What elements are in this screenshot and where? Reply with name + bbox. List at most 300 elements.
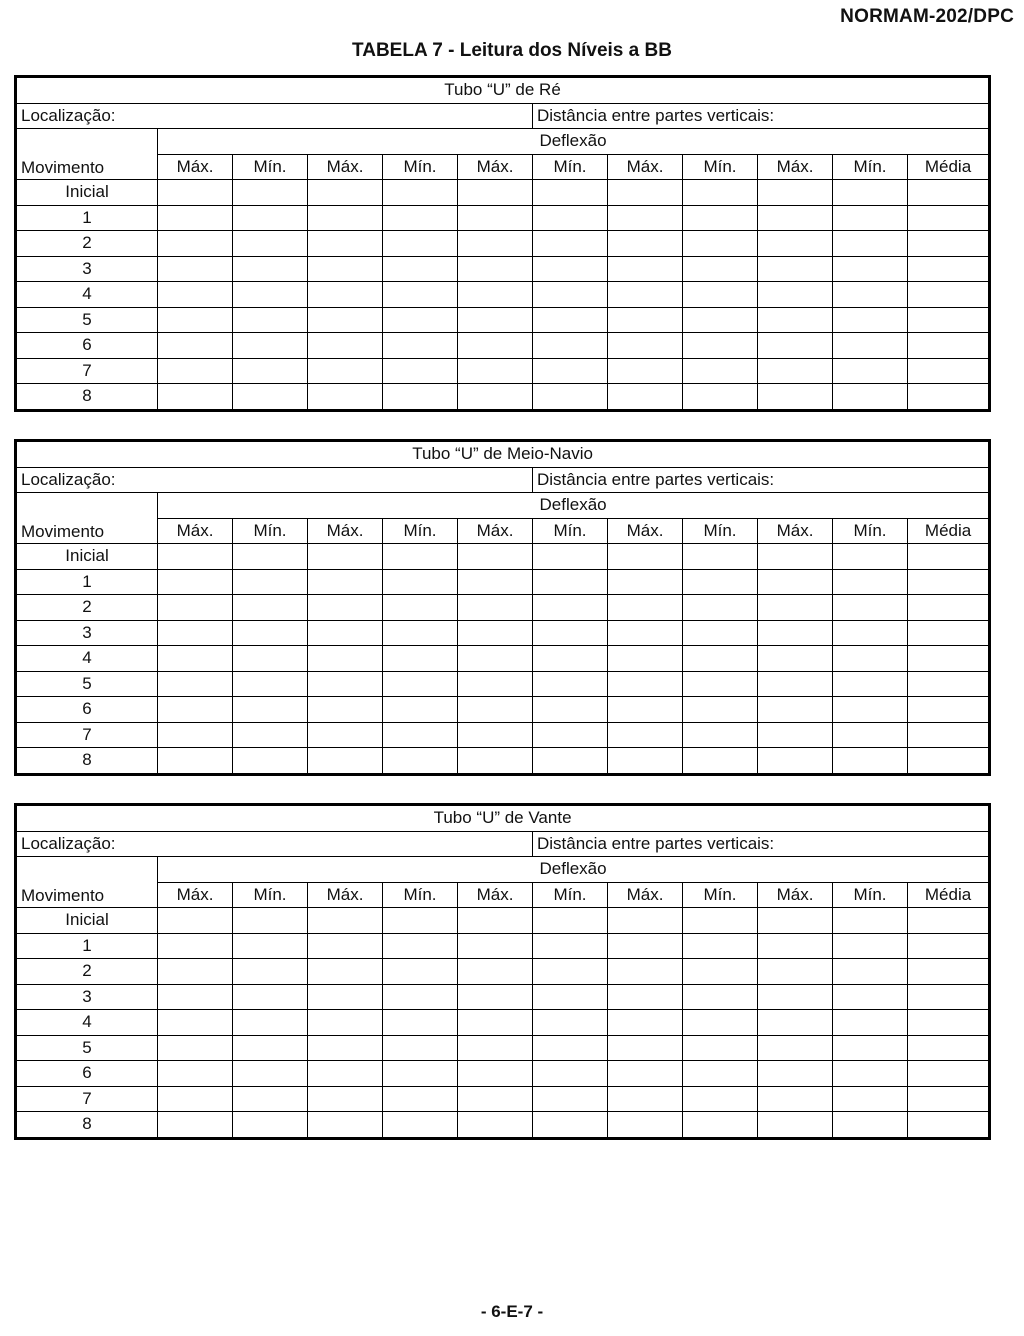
data-cell[interactable]	[758, 569, 833, 595]
data-cell[interactable]	[683, 1010, 758, 1036]
data-cell[interactable]	[833, 205, 908, 231]
data-cell[interactable]	[908, 1010, 990, 1036]
data-cell[interactable]	[908, 908, 990, 934]
data-cell[interactable]	[308, 384, 383, 411]
data-cell[interactable]	[233, 908, 308, 934]
data-cell[interactable]	[158, 748, 233, 775]
data-cell[interactable]	[833, 231, 908, 257]
data-cell[interactable]	[608, 671, 683, 697]
data-cell[interactable]	[233, 1010, 308, 1036]
data-cell[interactable]	[458, 358, 533, 384]
data-cell[interactable]	[908, 231, 990, 257]
data-cell[interactable]	[833, 959, 908, 985]
data-cell[interactable]	[908, 180, 990, 206]
data-cell[interactable]	[608, 333, 683, 359]
data-cell[interactable]	[158, 282, 233, 308]
data-cell[interactable]	[533, 205, 608, 231]
data-cell[interactable]	[233, 384, 308, 411]
data-cell[interactable]	[158, 1035, 233, 1061]
data-cell[interactable]	[158, 205, 233, 231]
data-cell[interactable]	[833, 569, 908, 595]
data-cell[interactable]	[533, 1086, 608, 1112]
data-cell[interactable]	[233, 205, 308, 231]
data-cell[interactable]	[308, 1086, 383, 1112]
data-cell[interactable]	[533, 748, 608, 775]
data-cell[interactable]	[833, 748, 908, 775]
data-cell[interactable]	[308, 933, 383, 959]
data-cell[interactable]	[908, 1112, 990, 1139]
data-cell[interactable]	[533, 620, 608, 646]
data-cell[interactable]	[758, 358, 833, 384]
data-cell[interactable]	[158, 544, 233, 570]
data-cell[interactable]	[533, 959, 608, 985]
data-cell[interactable]	[458, 671, 533, 697]
data-cell[interactable]	[908, 384, 990, 411]
data-cell[interactable]	[683, 231, 758, 257]
data-cell[interactable]	[908, 646, 990, 672]
data-cell[interactable]	[833, 697, 908, 723]
data-cell[interactable]	[908, 984, 990, 1010]
data-cell[interactable]	[533, 984, 608, 1010]
location-field[interactable]: Localização:	[16, 103, 533, 129]
data-cell[interactable]	[908, 205, 990, 231]
data-cell[interactable]	[683, 646, 758, 672]
data-cell[interactable]	[458, 595, 533, 621]
data-cell[interactable]	[458, 984, 533, 1010]
data-cell[interactable]	[608, 1010, 683, 1036]
data-cell[interactable]	[383, 1086, 458, 1112]
data-cell[interactable]	[833, 544, 908, 570]
data-cell[interactable]	[683, 620, 758, 646]
data-cell[interactable]	[158, 959, 233, 985]
data-cell[interactable]	[308, 748, 383, 775]
data-cell[interactable]	[533, 569, 608, 595]
data-cell[interactable]	[758, 180, 833, 206]
data-cell[interactable]	[833, 620, 908, 646]
data-cell[interactable]	[608, 722, 683, 748]
data-cell[interactable]	[608, 569, 683, 595]
data-cell[interactable]	[158, 697, 233, 723]
data-cell[interactable]	[683, 697, 758, 723]
data-cell[interactable]	[158, 722, 233, 748]
data-cell[interactable]	[233, 1086, 308, 1112]
data-cell[interactable]	[158, 256, 233, 282]
data-cell[interactable]	[158, 1086, 233, 1112]
data-cell[interactable]	[458, 256, 533, 282]
data-cell[interactable]	[233, 671, 308, 697]
data-cell[interactable]	[458, 1035, 533, 1061]
data-cell[interactable]	[833, 933, 908, 959]
data-cell[interactable]	[758, 697, 833, 723]
data-cell[interactable]	[158, 180, 233, 206]
data-cell[interactable]	[758, 748, 833, 775]
data-cell[interactable]	[533, 1010, 608, 1036]
data-cell[interactable]	[533, 722, 608, 748]
data-cell[interactable]	[533, 1061, 608, 1087]
data-cell[interactable]	[308, 569, 383, 595]
data-cell[interactable]	[758, 544, 833, 570]
data-cell[interactable]	[758, 1112, 833, 1139]
data-cell[interactable]	[158, 231, 233, 257]
data-cell[interactable]	[383, 646, 458, 672]
data-cell[interactable]	[908, 1086, 990, 1112]
data-cell[interactable]	[683, 544, 758, 570]
data-cell[interactable]	[458, 748, 533, 775]
data-cell[interactable]	[908, 358, 990, 384]
data-cell[interactable]	[833, 908, 908, 934]
data-cell[interactable]	[308, 1035, 383, 1061]
data-cell[interactable]	[158, 984, 233, 1010]
data-cell[interactable]	[758, 722, 833, 748]
data-cell[interactable]	[383, 1035, 458, 1061]
data-cell[interactable]	[758, 984, 833, 1010]
data-cell[interactable]	[158, 1010, 233, 1036]
data-cell[interactable]	[683, 1112, 758, 1139]
data-cell[interactable]	[833, 1010, 908, 1036]
data-cell[interactable]	[383, 307, 458, 333]
data-cell[interactable]	[458, 697, 533, 723]
data-cell[interactable]	[308, 180, 383, 206]
data-cell[interactable]	[758, 231, 833, 257]
data-cell[interactable]	[758, 384, 833, 411]
data-cell[interactable]	[383, 358, 458, 384]
data-cell[interactable]	[833, 256, 908, 282]
data-cell[interactable]	[758, 908, 833, 934]
data-cell[interactable]	[383, 180, 458, 206]
data-cell[interactable]	[383, 984, 458, 1010]
data-cell[interactable]	[833, 282, 908, 308]
data-cell[interactable]	[833, 180, 908, 206]
data-cell[interactable]	[458, 333, 533, 359]
data-cell[interactable]	[608, 544, 683, 570]
data-cell[interactable]	[308, 333, 383, 359]
distance-field[interactable]: Distância entre partes verticais:	[533, 103, 990, 129]
data-cell[interactable]	[233, 722, 308, 748]
data-cell[interactable]	[533, 671, 608, 697]
data-cell[interactable]	[683, 307, 758, 333]
data-cell[interactable]	[158, 358, 233, 384]
data-cell[interactable]	[908, 722, 990, 748]
data-cell[interactable]	[833, 1086, 908, 1112]
data-cell[interactable]	[758, 205, 833, 231]
data-cell[interactable]	[533, 358, 608, 384]
data-cell[interactable]	[683, 748, 758, 775]
data-cell[interactable]	[308, 1061, 383, 1087]
distance-field[interactable]: Distância entre partes verticais:	[533, 467, 990, 493]
data-cell[interactable]	[308, 722, 383, 748]
data-cell[interactable]	[233, 231, 308, 257]
data-cell[interactable]	[608, 1061, 683, 1087]
data-cell[interactable]	[608, 697, 683, 723]
data-cell[interactable]	[383, 282, 458, 308]
data-cell[interactable]	[533, 256, 608, 282]
data-cell[interactable]	[683, 256, 758, 282]
data-cell[interactable]	[608, 959, 683, 985]
data-cell[interactable]	[458, 384, 533, 411]
data-cell[interactable]	[383, 256, 458, 282]
data-cell[interactable]	[533, 282, 608, 308]
data-cell[interactable]	[608, 595, 683, 621]
data-cell[interactable]	[683, 984, 758, 1010]
data-cell[interactable]	[233, 1112, 308, 1139]
data-cell[interactable]	[608, 231, 683, 257]
data-cell[interactable]	[383, 1010, 458, 1036]
data-cell[interactable]	[158, 908, 233, 934]
data-cell[interactable]	[158, 1112, 233, 1139]
data-cell[interactable]	[833, 358, 908, 384]
data-cell[interactable]	[233, 620, 308, 646]
data-cell[interactable]	[383, 671, 458, 697]
data-cell[interactable]	[233, 1035, 308, 1061]
data-cell[interactable]	[158, 646, 233, 672]
data-cell[interactable]	[683, 205, 758, 231]
data-cell[interactable]	[908, 671, 990, 697]
data-cell[interactable]	[758, 256, 833, 282]
data-cell[interactable]	[833, 722, 908, 748]
data-cell[interactable]	[383, 1112, 458, 1139]
data-cell[interactable]	[233, 282, 308, 308]
data-cell[interactable]	[308, 358, 383, 384]
data-cell[interactable]	[608, 384, 683, 411]
data-cell[interactable]	[458, 959, 533, 985]
data-cell[interactable]	[458, 722, 533, 748]
data-cell[interactable]	[908, 569, 990, 595]
data-cell[interactable]	[233, 748, 308, 775]
data-cell[interactable]	[383, 595, 458, 621]
data-cell[interactable]	[158, 333, 233, 359]
data-cell[interactable]	[233, 358, 308, 384]
data-cell[interactable]	[308, 205, 383, 231]
data-cell[interactable]	[833, 595, 908, 621]
data-cell[interactable]	[758, 282, 833, 308]
data-cell[interactable]	[908, 595, 990, 621]
data-cell[interactable]	[308, 697, 383, 723]
data-cell[interactable]	[758, 1035, 833, 1061]
data-cell[interactable]	[383, 1061, 458, 1087]
data-cell[interactable]	[458, 620, 533, 646]
data-cell[interactable]	[383, 384, 458, 411]
data-cell[interactable]	[233, 333, 308, 359]
location-field[interactable]: Localização:	[16, 467, 533, 493]
data-cell[interactable]	[308, 307, 383, 333]
data-cell[interactable]	[608, 358, 683, 384]
data-cell[interactable]	[758, 595, 833, 621]
data-cell[interactable]	[383, 205, 458, 231]
data-cell[interactable]	[308, 984, 383, 1010]
data-cell[interactable]	[608, 933, 683, 959]
data-cell[interactable]	[608, 205, 683, 231]
data-cell[interactable]	[683, 1035, 758, 1061]
data-cell[interactable]	[683, 358, 758, 384]
data-cell[interactable]	[308, 620, 383, 646]
data-cell[interactable]	[833, 1035, 908, 1061]
data-cell[interactable]	[308, 959, 383, 985]
data-cell[interactable]	[758, 1010, 833, 1036]
data-cell[interactable]	[458, 205, 533, 231]
data-cell[interactable]	[833, 333, 908, 359]
data-cell[interactable]	[608, 908, 683, 934]
data-cell[interactable]	[908, 620, 990, 646]
data-cell[interactable]	[533, 595, 608, 621]
data-cell[interactable]	[833, 307, 908, 333]
data-cell[interactable]	[308, 1010, 383, 1036]
data-cell[interactable]	[308, 282, 383, 308]
data-cell[interactable]	[908, 748, 990, 775]
data-cell[interactable]	[533, 333, 608, 359]
data-cell[interactable]	[683, 1086, 758, 1112]
data-cell[interactable]	[608, 620, 683, 646]
data-cell[interactable]	[383, 231, 458, 257]
data-cell[interactable]	[683, 959, 758, 985]
data-cell[interactable]	[833, 646, 908, 672]
data-cell[interactable]	[533, 231, 608, 257]
data-cell[interactable]	[833, 1061, 908, 1087]
data-cell[interactable]	[383, 933, 458, 959]
data-cell[interactable]	[308, 671, 383, 697]
data-cell[interactable]	[233, 646, 308, 672]
data-cell[interactable]	[458, 544, 533, 570]
data-cell[interactable]	[908, 933, 990, 959]
data-cell[interactable]	[383, 697, 458, 723]
data-cell[interactable]	[233, 595, 308, 621]
data-cell[interactable]	[908, 256, 990, 282]
data-cell[interactable]	[308, 256, 383, 282]
data-cell[interactable]	[158, 384, 233, 411]
data-cell[interactable]	[533, 1035, 608, 1061]
data-cell[interactable]	[683, 282, 758, 308]
data-cell[interactable]	[308, 1112, 383, 1139]
data-cell[interactable]	[683, 908, 758, 934]
data-cell[interactable]	[908, 282, 990, 308]
data-cell[interactable]	[758, 671, 833, 697]
data-cell[interactable]	[608, 748, 683, 775]
data-cell[interactable]	[758, 1086, 833, 1112]
data-cell[interactable]	[608, 1086, 683, 1112]
data-cell[interactable]	[458, 908, 533, 934]
data-cell[interactable]	[308, 908, 383, 934]
data-cell[interactable]	[683, 333, 758, 359]
data-cell[interactable]	[458, 1010, 533, 1036]
data-cell[interactable]	[833, 984, 908, 1010]
data-cell[interactable]	[233, 697, 308, 723]
data-cell[interactable]	[833, 671, 908, 697]
data-cell[interactable]	[683, 384, 758, 411]
distance-field[interactable]: Distância entre partes verticais:	[533, 831, 990, 857]
data-cell[interactable]	[683, 595, 758, 621]
data-cell[interactable]	[758, 307, 833, 333]
data-cell[interactable]	[383, 620, 458, 646]
data-cell[interactable]	[533, 646, 608, 672]
data-cell[interactable]	[458, 1061, 533, 1087]
data-cell[interactable]	[458, 1086, 533, 1112]
data-cell[interactable]	[383, 908, 458, 934]
data-cell[interactable]	[758, 1061, 833, 1087]
data-cell[interactable]	[908, 1061, 990, 1087]
data-cell[interactable]	[908, 544, 990, 570]
data-cell[interactable]	[608, 282, 683, 308]
data-cell[interactable]	[458, 231, 533, 257]
data-cell[interactable]	[758, 620, 833, 646]
data-cell[interactable]	[158, 933, 233, 959]
data-cell[interactable]	[233, 1061, 308, 1087]
data-cell[interactable]	[383, 569, 458, 595]
data-cell[interactable]	[608, 180, 683, 206]
data-cell[interactable]	[533, 307, 608, 333]
data-cell[interactable]	[383, 722, 458, 748]
data-cell[interactable]	[683, 569, 758, 595]
data-cell[interactable]	[308, 595, 383, 621]
data-cell[interactable]	[683, 671, 758, 697]
data-cell[interactable]	[158, 620, 233, 646]
data-cell[interactable]	[833, 384, 908, 411]
data-cell[interactable]	[458, 307, 533, 333]
data-cell[interactable]	[908, 697, 990, 723]
data-cell[interactable]	[683, 180, 758, 206]
data-cell[interactable]	[683, 722, 758, 748]
data-cell[interactable]	[758, 933, 833, 959]
data-cell[interactable]	[233, 933, 308, 959]
data-cell[interactable]	[158, 1061, 233, 1087]
data-cell[interactable]	[458, 180, 533, 206]
data-cell[interactable]	[758, 333, 833, 359]
data-cell[interactable]	[683, 933, 758, 959]
data-cell[interactable]	[383, 544, 458, 570]
data-cell[interactable]	[233, 569, 308, 595]
data-cell[interactable]	[233, 544, 308, 570]
data-cell[interactable]	[608, 307, 683, 333]
data-cell[interactable]	[533, 384, 608, 411]
data-cell[interactable]	[608, 984, 683, 1010]
data-cell[interactable]	[533, 933, 608, 959]
data-cell[interactable]	[233, 180, 308, 206]
data-cell[interactable]	[608, 1112, 683, 1139]
data-cell[interactable]	[458, 1112, 533, 1139]
data-cell[interactable]	[608, 1035, 683, 1061]
data-cell[interactable]	[233, 307, 308, 333]
data-cell[interactable]	[533, 544, 608, 570]
data-cell[interactable]	[383, 333, 458, 359]
data-cell[interactable]	[233, 984, 308, 1010]
data-cell[interactable]	[833, 1112, 908, 1139]
data-cell[interactable]	[158, 307, 233, 333]
location-field[interactable]: Localização:	[16, 831, 533, 857]
data-cell[interactable]	[233, 256, 308, 282]
data-cell[interactable]	[383, 748, 458, 775]
data-cell[interactable]	[908, 959, 990, 985]
data-cell[interactable]	[758, 959, 833, 985]
data-cell[interactable]	[908, 333, 990, 359]
data-cell[interactable]	[533, 180, 608, 206]
data-cell[interactable]	[908, 1035, 990, 1061]
data-cell[interactable]	[533, 1112, 608, 1139]
data-cell[interactable]	[308, 544, 383, 570]
data-cell[interactable]	[458, 646, 533, 672]
data-cell[interactable]	[233, 959, 308, 985]
data-cell[interactable]	[683, 1061, 758, 1087]
data-cell[interactable]	[608, 256, 683, 282]
data-cell[interactable]	[158, 569, 233, 595]
data-cell[interactable]	[158, 671, 233, 697]
data-cell[interactable]	[533, 697, 608, 723]
data-cell[interactable]	[308, 231, 383, 257]
data-cell[interactable]	[308, 646, 383, 672]
data-cell[interactable]	[458, 282, 533, 308]
data-cell[interactable]	[758, 646, 833, 672]
data-cell[interactable]	[383, 959, 458, 985]
data-cell[interactable]	[458, 569, 533, 595]
data-cell[interactable]	[458, 933, 533, 959]
data-cell[interactable]	[533, 908, 608, 934]
